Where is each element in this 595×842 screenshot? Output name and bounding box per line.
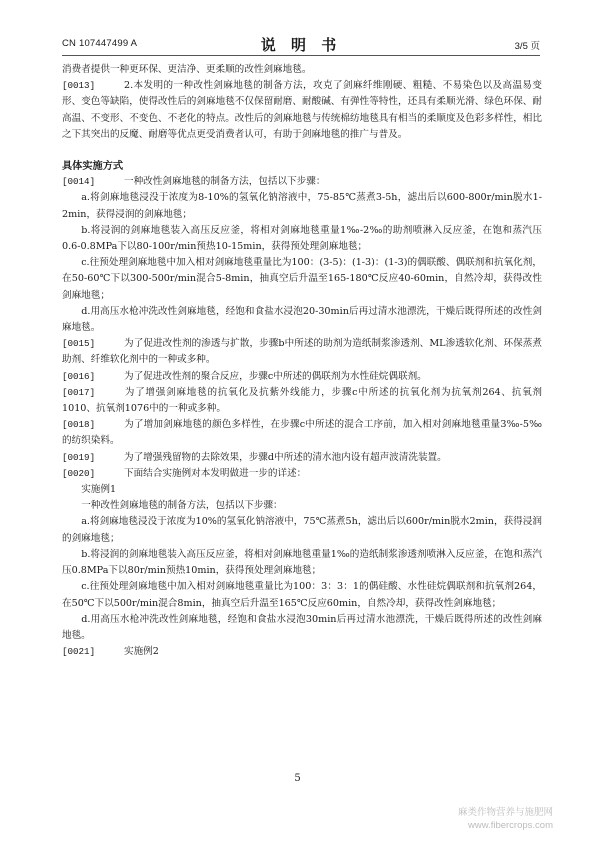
paragraph [62, 644, 542, 660]
document-title: 说 明 书 [260, 36, 342, 54]
paragraph-text: 2.本发明的一种改性剑麻地毯的制备方法，攻克了剑麻纤维刚硬、粗糙、不易染色以及高温易变形、变色等缺陷，使得改性后的剑麻地毯不仅保留耐磨、耐酸碱、有弹性等特性，还具有柔顺光滑、绿色环保、耐高温、不变形、不变色、不老化的特点。改性后的剑麻地毯与传统棉纺地毯具有相当的柔顺度及色彩多样性，相比之下其突出的反魔、耐磨等优点更受消费者认可，有助于剑麻地毯的推广与普及。 [62, 80, 542, 140]
paragraph [62, 466, 542, 482]
paragraph-text: c.往预处理剑麻地毯中加入相对剑麻地毯重量比为100：3：3：1的偶硅酸、水性硅烷偶联剂和抗氧剂264，在50℃下以500r/min混合8min，抽真空后升温至165℃反应60min，自然冷却，获得改性剑麻地毯； [62, 581, 542, 609]
paragraph-text: 一种改性剑麻地毯的制备方法，包括以下步骤： [124, 176, 326, 188]
paragraph-number: [0016] [62, 370, 96, 382]
paragraph-text: d.用高压水枪冲洗改性剑麻地毯，经饱和食盐水浸泡20-30min后再过清水池漂洗，干燥后既得所述的改性剑麻地毯。 [62, 305, 542, 334]
paragraph [62, 78, 542, 143]
paragraph-text: 为了促进改性剂的渗透与扩散，步骤b中所述的助剂为造纸制浆渗透剂、ML渗透软化剂、环保蒸煮助剂、纤维软化剂中的一种或多种。 [62, 338, 542, 366]
paragraph-text: 为了增强剑麻地毯的抗氧化及抗紫外线能力，步骤c中所述的抗氧化剂为抗氧剂264、抗氧剂1010、抗氧剂1076中的一种或多种。 [62, 386, 542, 415]
document-body [62, 62, 542, 660]
paragraph-number: [0020] [62, 467, 96, 479]
header-rule [62, 55, 540, 56]
paragraph-number: [0018] [62, 419, 96, 431]
page-number: 5 [294, 773, 301, 784]
watermark-url: www.fibercrops.com [468, 820, 553, 831]
watermark-site-name: 麻类作物营养与施肥网 [457, 807, 553, 818]
paragraph [62, 62, 542, 78]
watermark [458, 806, 553, 832]
paragraph-text: b.将浸润的剑麻地毯装入高压反应釜，将相对剑麻地毯重量1‰的造纸制浆渗透剂喷淋入反应釜，在饱和蒸汽压0.8MPa下以80r/min预热10min，获得预处理剑麻地毯； [62, 548, 542, 577]
paragraph-text: d.用高压水枪冲洗改性剑麻地毯，经饱和食盐水浸泡30min后再过清水池漂洗，干燥后既得所述的改性剑麻地毯。 [62, 613, 542, 641]
paragraph [62, 223, 542, 255]
paragraph-text: c.往预处理剑麻地毯中加入相对剑麻地毯重量比为100：(3-5)：(1-3)：(1-3)的偶联酸、偶联剂和抗氧化剂，在50-60℃下以300-500r/min混合5-8min，抽真空后升温至165-180℃反应40-60min，自然冷却，获得改性剑麻地毯； [62, 257, 542, 301]
paragraph-text: 为了增强残留物的去除效果，步骤d中所述的清水池内设有超声波清洗装置。 [124, 451, 447, 463]
paragraph [62, 174, 542, 190]
paragraph-number: [0017] [62, 386, 96, 398]
publication-number: CN 107447499 A [62, 38, 138, 49]
paragraph-number: [0014] [62, 176, 96, 188]
paragraph-number: [0015] [62, 338, 96, 350]
paragraph-text: b.将浸润的剑麻地毯装入高压反应釜，将相对剑麻地毯重量1‰-2‰的助剂喷淋入反应釜，在饱和蒸汽压0.6-0.8MPa下以80-100r/min预热10-15min，获得预处理剑麻地毯； [62, 224, 542, 253]
paragraph-number: [0021] [62, 646, 96, 658]
paragraph [62, 498, 542, 514]
paragraph [62, 385, 542, 417]
paragraph-number: [0013] [62, 80, 96, 92]
paragraph-number: [0019] [62, 451, 96, 463]
paragraph [62, 336, 542, 368]
paragraph [62, 417, 542, 449]
paragraph [62, 190, 542, 222]
paragraph-text: a.将剑麻地毯浸没于浓度为8-10%的氢氧化钠溶液中，75-85℃蒸煮3-5h，滤出后以600-800r/min脱水1-2min，获得浸润的剑麻地毯； [62, 192, 542, 220]
paragraph-text: 实施例2 [124, 646, 159, 658]
section-heading [62, 158, 542, 174]
paragraph-text: 实施例1 [81, 484, 117, 496]
paragraph-text: 消费者提供一种更环保、更洁净、更柔顺的改性剑麻地毯。 [62, 64, 312, 75]
paragraph [62, 369, 542, 385]
paragraph [62, 450, 542, 466]
paragraph [62, 612, 542, 644]
heading-text: 具体实施方式 [62, 160, 124, 173]
paragraph [62, 514, 542, 546]
paragraph [62, 547, 542, 579]
paragraph-text: a.将剑麻地毯浸没于浓度为10%的氢氧化钠溶液中，75℃蒸煮5h，滤出后以600r/min脱水2min，获得浸润的剑麻地毯； [62, 516, 542, 544]
paragraph-text: 为了促进改性剂的聚合反应，步骤c中所述的偶联剂为水性硅烷偶联剂。 [124, 370, 427, 382]
paragraph [62, 255, 542, 304]
page-header [62, 34, 540, 54]
page-indicator: 3/5 页 [514, 41, 540, 52]
paragraph [62, 579, 542, 611]
paragraph-text: 为了增加剑麻地毯的颜色多样性，在步骤c中所述的混合工序前，加入相对剑麻地毯重量3‰-5‰的纺织染料。 [62, 419, 542, 447]
paragraph-text: 一种改性剑麻地毯的制备方法，包括以下步骤： [81, 500, 283, 512]
paragraph [62, 482, 542, 498]
paragraph-text: 下面结合实施例对本发明做进一步的详述： [124, 467, 307, 479]
paragraph [62, 304, 542, 336]
